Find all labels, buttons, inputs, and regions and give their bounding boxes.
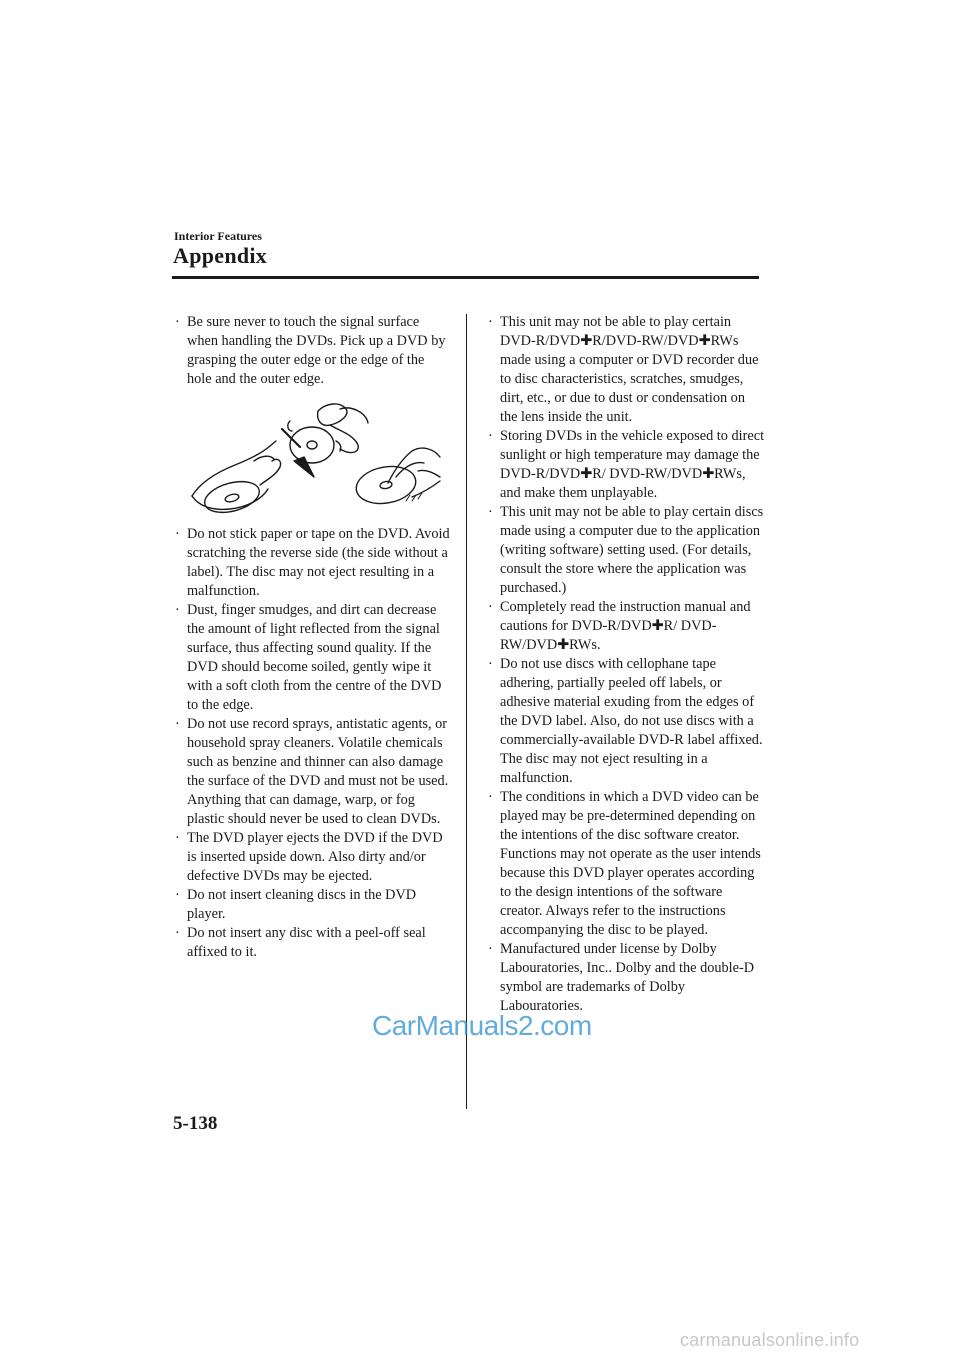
right-column — [487, 313, 765, 1016]
bullet-dot: · — [488, 428, 493, 444]
bullet-item — [174, 715, 452, 829]
bullet-dot: · — [488, 599, 493, 615]
bullet-text: The conditions in which a DVD video can be played may be pre-determined depending on the intentions of the disc software creator. Functions may not operate as the user intends because this DVD player operates according to the design intentions of the software creator. Always refer to the instructions accompanying the disc to be played. — [500, 789, 761, 938]
bullet-text: This unit may not be able to play certain discs made using a computer due to the application (writing software) setting used. (For details, consult the store where the application was purchased.) — [500, 504, 764, 596]
bullet-dot: · — [175, 830, 180, 846]
bullet-item — [487, 788, 765, 940]
bullet-item — [487, 313, 765, 427]
bullet-text: Dust, finger smudges, and dirt can decrease the amount of light reflected from the signal surface, thus affecting sound quality. If the DVD should become soiled, gently wipe it with a soft cloth from the centre of the DVD to the edge. — [187, 602, 442, 713]
bullet-item — [174, 886, 452, 924]
bullet-dot: · — [488, 504, 493, 520]
dvd-handling-illustration — [190, 401, 442, 515]
bullet-item — [487, 598, 765, 655]
column-divider — [466, 314, 467, 1109]
bullet-item — [174, 313, 452, 389]
header-rule — [172, 276, 759, 279]
bullet-dot: · — [175, 925, 180, 941]
left-column — [174, 313, 452, 962]
bullet-item — [174, 924, 452, 962]
bullet-dot: · — [488, 941, 493, 957]
bullet-text: This unit may not be able to play certain DVD-R/DVD✚R/DVD-RW/DVD✚RWs made using a computer or DVD recorder due to disc characteristics, scratches, smudges, dirt, etc., or due to dust or condensation on the lens inside the unit. — [500, 314, 759, 425]
bullet-text: Do not use record sprays, antistatic agents, or household spray cleaners. Volatile chemicals such as benzine and thinner can also damage the surface of the DVD and must not be used. Anything that can damage, warp, or fog plastic should never be used to clean DVDs. — [187, 716, 449, 827]
bullet-text: Do not insert any disc with a peel-off seal affixed to it. — [187, 925, 426, 960]
bullet-dot: · — [488, 789, 493, 805]
bullet-dot: · — [175, 602, 180, 618]
bullet-item — [174, 601, 452, 715]
bullet-dot: · — [175, 526, 180, 542]
bullet-dot: · — [175, 887, 180, 903]
watermark-link[interactable]: CarManuals2.com — [372, 1010, 592, 1041]
footer-brand-link[interactable]: carmanualsonline.info — [680, 1330, 860, 1350]
bullet-item — [174, 525, 452, 601]
bullet-text: The DVD player ejects the DVD if the DVD is inserted upside down. Also dirty and/or defective DVDs may be ejected. — [187, 830, 443, 884]
bullet-text: Be sure never to touch the signal surface when handling the DVDs. Pick up a DVD by grasping the outer edge or the edge of the hole and the outer edge. — [187, 314, 446, 387]
chapter-title: Appendix — [173, 243, 268, 268]
bullet-text: Storing DVDs in the vehicle exposed to direct sunlight or high temperature may damage the DVD-R/DVD✚R/ DVD-RW/DVD✚RWs, and make them unplayable. — [500, 428, 765, 501]
bullet-dot: · — [488, 656, 493, 672]
bullet-item — [487, 503, 765, 598]
bullet-dot: · — [175, 716, 180, 732]
bullet-text: Do not insert cleaning discs in the DVD player. — [187, 887, 417, 922]
bullet-dot: · — [175, 314, 180, 330]
bullet-text: Do not stick paper or tape on the DVD. Avoid scratching the reverse side (the side without a label). The disc may not eject resulting in a malfunction. — [187, 526, 450, 599]
section-label: Interior Features — [174, 229, 262, 243]
bullet-dot: · — [488, 314, 493, 330]
bullet-item — [487, 427, 765, 503]
bullet-text: Completely read the instruction manual and cautions for DVD-R/DVD✚R/ DVD-RW/DVD✚RWs. — [500, 599, 751, 653]
bullet-item — [487, 940, 765, 1016]
bullet-text: Manufactured under license by Dolby Labouratories, Inc.. Dolby and the double-D symbol are trademarks of Dolby Labouratories. — [500, 941, 755, 1014]
bullet-item — [487, 655, 765, 788]
bullet-item — [174, 829, 452, 886]
page-number: 5-138 — [173, 1113, 218, 1134]
bullet-text: Do not use discs with cellophane tape adhering, partially peeled off labels, or adhesive material exuding from the edges of the DVD label. Also, do not use discs with a commercially-available DVD-R label affixed. The disc may not eject resulting in a malfunction. — [500, 656, 763, 786]
